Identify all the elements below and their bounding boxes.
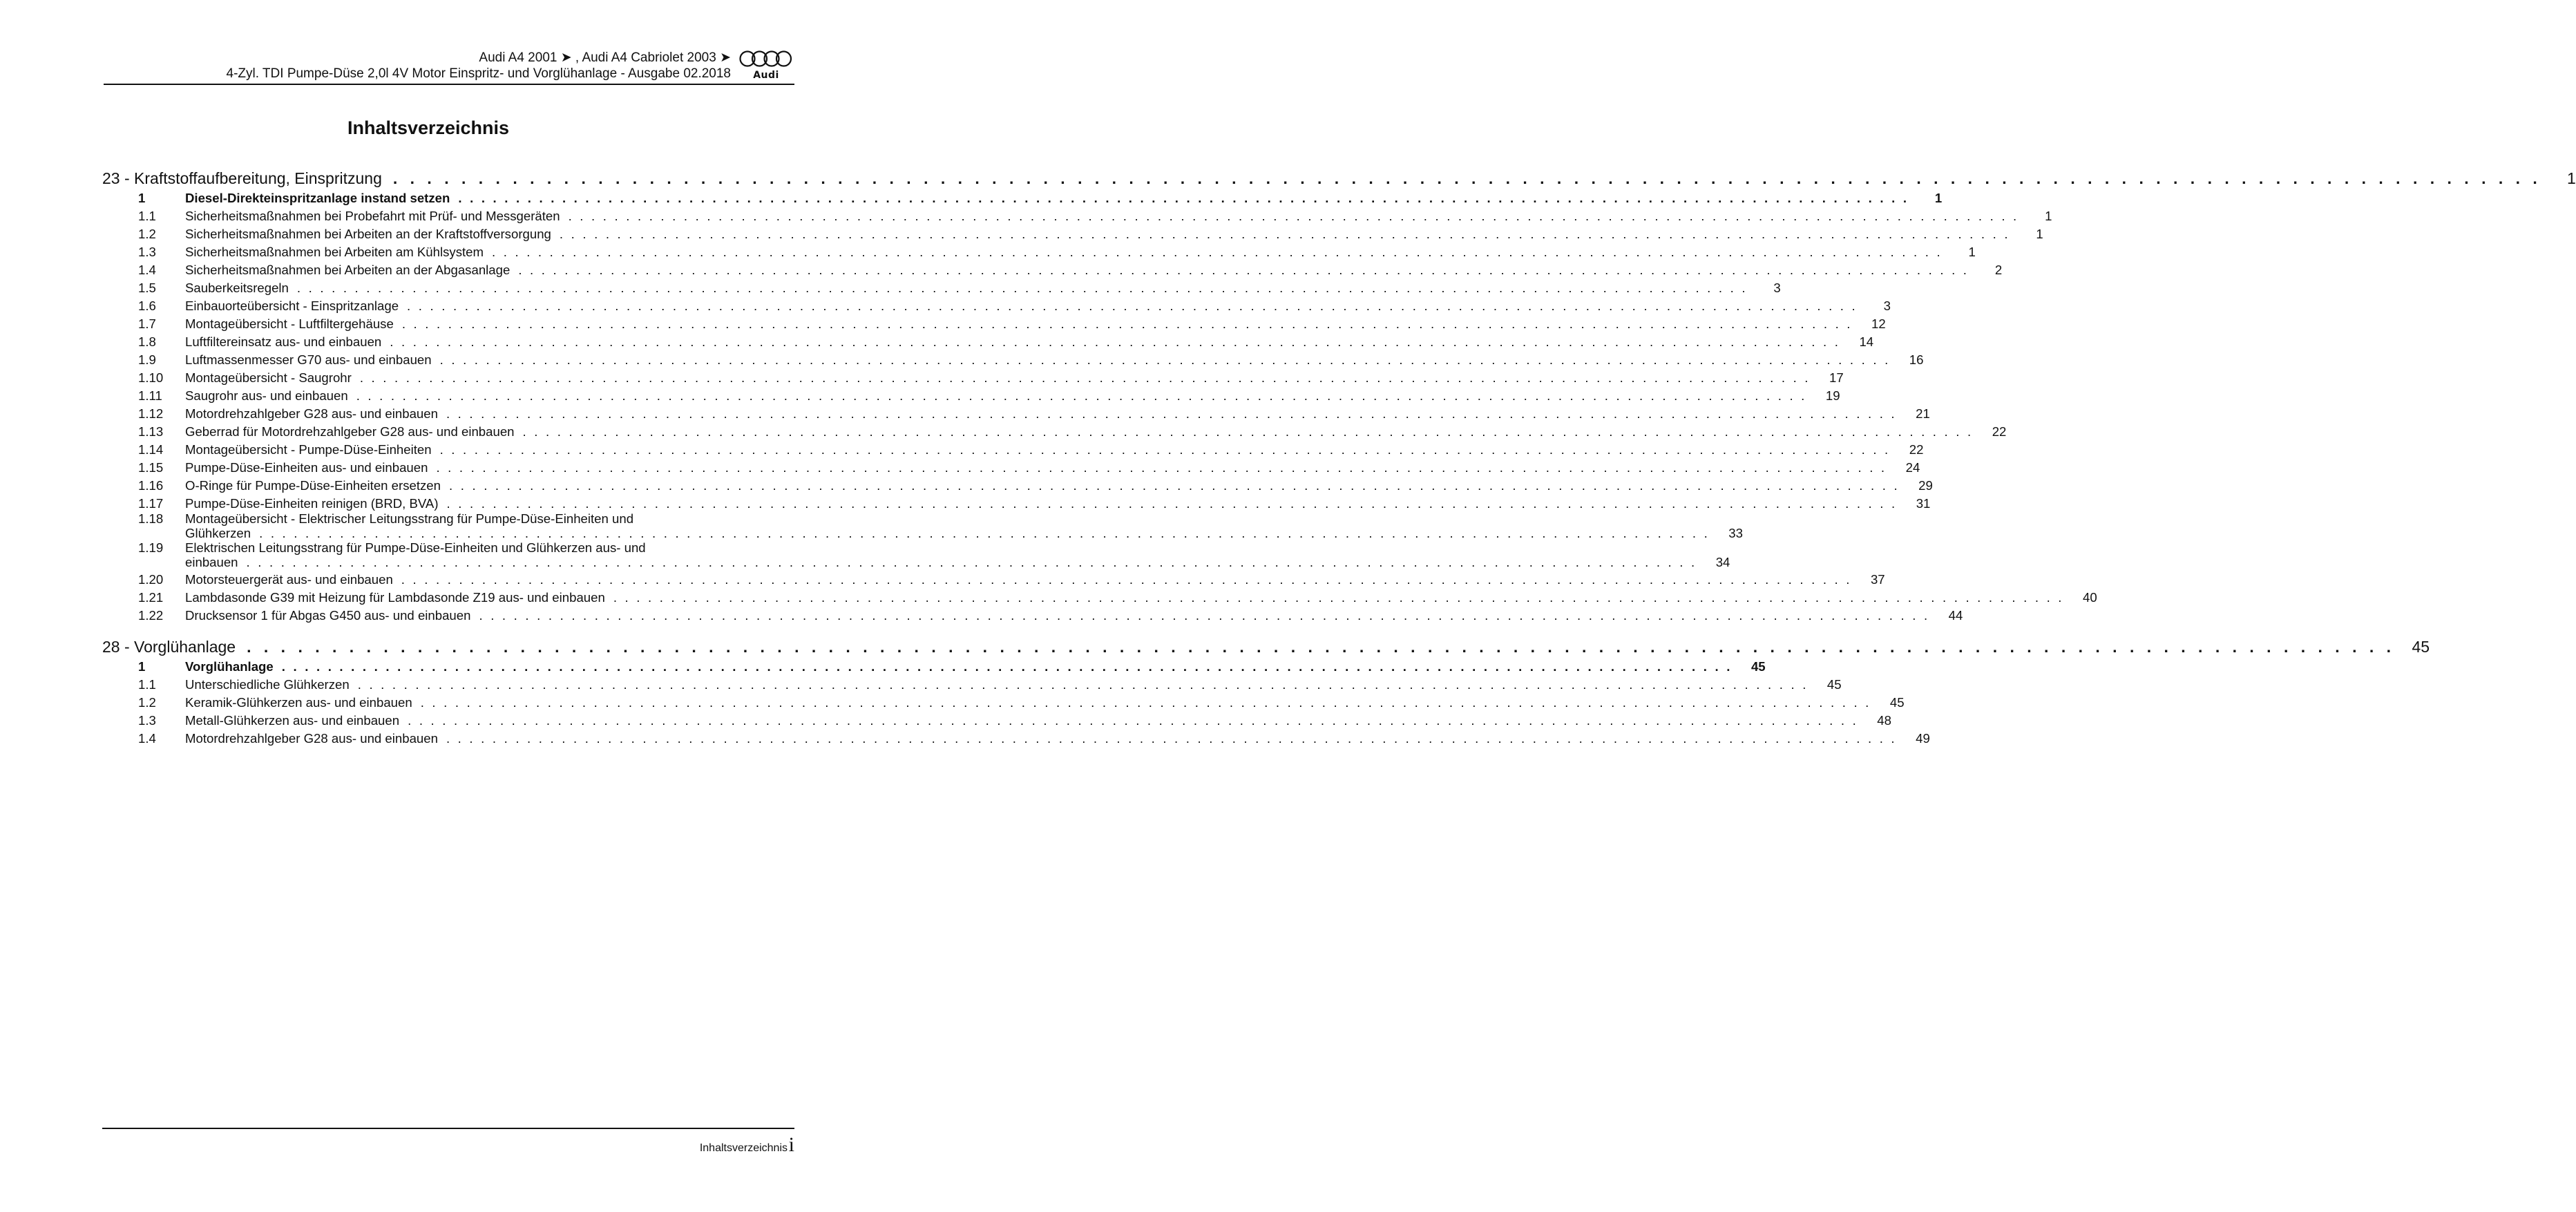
section-number: 1.15 xyxy=(138,460,164,475)
dot-leader: . . . . . . . . . . . . . . . . . . . . . . . . . . . . . . . . . . . . . . . . . . . . . . . . . . . . . . . . . . . . . . . . . . . . . . . . . . . . . . . . . . . . . . . . . . . . . . . . . . . . . . . . . . . . . . . . . . . . . . . . . . . . . . xyxy=(613,590,2064,605)
section-number: 1.1 xyxy=(138,209,156,223)
section-number: 1.1 xyxy=(138,677,156,692)
section-number: 1.10 xyxy=(138,370,164,385)
dot-leader: . . . . . . . . . . . . . . . . . . . . . . . . . . . . . . . . . . . . . . . . . . . . . . . . . . . . . . . . . . . . . . . . . . . . . . . . . . . . . . . . . . . . . . . . . . . . . . . . . . . . . . . . . . . . . . . . . . . . . . . . . . . . . . xyxy=(392,169,2541,187)
section-page-number: 22 xyxy=(1992,424,2007,439)
section-page-number: 3 xyxy=(1883,299,1891,313)
toc-entry-row[interactable] xyxy=(102,422,2007,439)
section-page-number: 45 xyxy=(1889,695,1905,710)
dot-leader: . . . . . . . . . . . . . . . . . . . . . . . . . . . . . . . . . . . . . . . . . . . . . . . . . . . . . . . . . . . . . . . . . . . . . . . . . . . . . . . . . . . . . . . . . . . . . . . . . . . . . . . . . . . . . . . . . . . . . . . . . . . . . . xyxy=(408,713,1858,728)
dot-leader: . . . . . . . . . . . . . . . . . . . . . . . . . . . . . . . . . . . . . . . . . . . . . . . . . . . . . . . . . . . . . . . . . . . . . . . . . . . . . . . . . . . . . . . . . . . . . . . . . . . . . . . . . . . . . . . . . . . . . . . . . . . . . . xyxy=(436,460,1887,475)
toc-entry-row[interactable] xyxy=(102,314,1886,332)
header-vehicle-models: Audi A4 2001 ➤ , Audi A4 Cabriolet 2003 ➤ xyxy=(479,50,731,65)
section-page-number: 22 xyxy=(1909,442,1924,457)
section-title-continuation-row xyxy=(185,555,1730,569)
dot-leader: . . . . . . . . . . . . . . . . . . . . . . . . . . . . . . . . . . . . . . . . . . . . . . . . . . . . . . . . . . . . . . . . . . . . . . . . . . . . . . . . . . . . . . . . . . . . . . . . . . . . . . . . . . . . . . . . . . . . . . . . . . . . . . xyxy=(401,316,1853,331)
section-number: 1.11 xyxy=(138,388,162,403)
section-page-number: 45 xyxy=(1826,677,1842,692)
section-page-number: 19 xyxy=(1825,388,1840,403)
toc-entry-row[interactable] xyxy=(102,587,2097,605)
dot-leader: . . . . . . . . . . . . . . . . . . . . . . . . . . . . . . . . . . . . . . . . . . . . . . . . . . . . . . . . . . . . . . . . . . . . . . . . . . . . . . . . . . . . . . . . . . . . . . . . . . . . . . . . . . . . . . . . . . . . . . . . . . . . . . xyxy=(479,608,1930,623)
section-page-number: 34 xyxy=(1715,555,1730,569)
section-page-number: 24 xyxy=(1905,460,1920,475)
dot-leader: . . . . . . . . . . . . . . . . . . . . . . . . . . . . . . . . . . . . . . . . . . . . . . . . . . . . . . . . . . . . . . . . . . . . . . . . . . . . . . . . . . . . . . . . . . . . . . . . . . . . . . . . . . . . . . . . . . . . . . . . . . . . . . xyxy=(281,659,1733,674)
section-number: 1.19 xyxy=(138,540,164,555)
section-number: 1.7 xyxy=(138,316,156,331)
section-title: Motordrehzahlgeber G28 aus- und einbauen xyxy=(185,731,438,746)
section-page-number: 2 xyxy=(1994,263,2003,277)
toc-entry-row[interactable] xyxy=(102,332,1874,350)
section-page-number: 1 xyxy=(2036,227,2043,241)
toc-entry-row[interactable] xyxy=(102,386,1840,404)
section-title-continuation-row xyxy=(185,526,1743,540)
section-number: 1.6 xyxy=(138,299,156,313)
toc-entry-row[interactable] xyxy=(102,457,1920,475)
toc-chapter-row[interactable] xyxy=(102,633,2430,656)
section-number: 1 xyxy=(138,659,146,674)
section-number: 1.21 xyxy=(138,590,164,605)
section-title: Pumpe-Düse-Einheiten aus- und einbauen xyxy=(185,460,428,475)
toc-entry-row[interactable] xyxy=(102,605,1963,623)
section-title: Drucksensor 1 für Abgas G450 aus- und einbauen xyxy=(185,608,471,623)
toc-entry-row[interactable] xyxy=(102,439,1924,457)
toc-chapter xyxy=(102,164,2576,623)
section-number: 1.4 xyxy=(138,731,156,746)
section-title: Einbauorteübersicht - Einspritzanlage xyxy=(185,299,399,313)
section-number: 1.2 xyxy=(138,695,156,710)
toc-entry-row[interactable] xyxy=(102,692,1905,710)
dot-leader: . . . . . . . . . . . . . . . . . . . . . . . . . . . . . . . . . . . . . . . . . . . . . . . . . . . . . . . . . . . . . . . . . . . . . . . . . . . . . . . . . . . . . . . . . . . . . . . . . . . . . . . . . . . . . . . . . . . . . . . . . . . . . . xyxy=(401,572,1852,587)
section-page-number: 31 xyxy=(1916,496,1931,511)
section-page-number: 1 xyxy=(1968,245,1976,259)
section-title: Montageübersicht - Luftfiltergehäuse xyxy=(185,316,394,331)
section-number: 1.3 xyxy=(138,713,156,728)
section-title-wrap xyxy=(185,511,1743,540)
section-page-number: 29 xyxy=(1918,478,1933,493)
footer-label: Inhaltsverzeichnis xyxy=(699,1142,788,1154)
section-page-number: 21 xyxy=(1916,406,1930,421)
section-title-continuation: Glühkerzen xyxy=(185,526,251,540)
section-number: 1.17 xyxy=(138,496,164,511)
dot-leader: . . . . . . . . . . . . . . . . . . . . . . . . . . . . . . . . . . . . . . . . . . . . . . . . . . . . . . . . . . . . . . . . . . . . . . . . . . . . . . . . . . . . . . . . . . . . . . . . . . . . . . . . . . . . . . . . . . . . . . . . . . . . . . xyxy=(420,695,1871,710)
section-title: Diesel-Direkteinspritzanlage instand setzen xyxy=(185,191,450,205)
section-title: Metall-Glühkerzen aus- und einbauen xyxy=(185,713,400,728)
toc-entry-row[interactable] xyxy=(102,728,1930,746)
section-title: Sicherheitsmaßnahmen bei Arbeiten an der Kraftstoffversorgung xyxy=(185,227,551,241)
toc-main-section-row[interactable] xyxy=(102,656,1766,674)
section-page-number: 17 xyxy=(1829,370,1844,385)
section-number: 1 xyxy=(138,191,146,205)
section-title: Saugrohr aus- und einbauen xyxy=(185,388,348,403)
toc-entry-row[interactable] xyxy=(102,404,1930,422)
section-title: Montageübersicht - Saugrohr xyxy=(185,370,352,385)
dot-leader: . . . . . . . . . . . . . . . . . . . . . . . . . . . . . . . . . . . . . . . . . . . . . . . . . . . . . . . . . . . . . . . . . . . . . . . . . . . . . . . . . . . . . . . . . . . . . . . . . . . . . . . . . . . . . . . . . . . . . . . . . . . . . . xyxy=(407,299,1858,313)
toc-entry-row[interactable] xyxy=(102,206,2052,224)
section-title: Vorglühanlage xyxy=(185,659,274,674)
section-title: Sicherheitsmaßnahmen bei Arbeiten an der Abgasanlage xyxy=(185,263,511,277)
section-number: 1.4 xyxy=(138,263,156,277)
dot-leader: . . . . . . . . . . . . . . . . . . . . . . . . . . . . . . . . . . . . . . . . . . . . . . . . . . . . . . . . . . . . . . . . . . . . . . . . . . . . . . . . . . . . . . . . . . . . . . . . . . . . . . . . . . . . . . . . . . . . . . . . . . . . . . xyxy=(559,227,2010,241)
dot-leader: . . . . . . . . . . . . . . . . . . . . . . . . . . . . . . . . . . . . . . . . . . . . . . . . . . . . . . . . . . . . . . . . . . . . . . . . . . . . . . . . . . . . . . . . . . . . . . . . . . . . . . . . . . . . . . . . . . . . . . . . . . . . . . xyxy=(446,731,1897,746)
section-page-number: 3 xyxy=(1773,281,1781,295)
dot-leader: . . . . . . . . . . . . . . . . . . . . . . . . . . . . . . . . . . . . . . . . . . . . . . . . . . . . . . . . . . . . . . . . . . . . . . . . . . . . . . . . . . . . . . . . . . . . . . . . . . . . . . . . . . . . . . . . . . . . . . . . . . . . . . xyxy=(359,370,1811,385)
page-title: Inhaltsverzeichnis xyxy=(347,117,510,138)
section-number: 1.13 xyxy=(138,424,164,439)
dot-leader: . . . . . . . . . . . . . . . . . . . . . . . . . . . . . . . . . . . . . . . . . . . . . . . . . . . . . . . . . . . . . . . . . . . . . . . . . . . . . . . . . . . . . . . . . . . . . . . . . . . . . . . . . . . . . . . . . . . . . . . . . . . . . . xyxy=(446,406,1897,421)
dot-leader: . . . . . . . . . . . . . . . . . . . . . . . . . . . . . . . . . . . . . . . . . . . . . . . . . . . . . . . . . . . . . . . . . . . . . . . . . . . . . . . . . . . . . . . . . . . . . . . . . . . . . . . . . . . . . . . . . . . . . . . . . . . . . . xyxy=(492,245,1943,259)
section-page-number: 49 xyxy=(1916,731,1930,746)
dot-leader: . . . . . . . . . . . . . . . . . . . . . . . . . . . . . . . . . . . . . . . . . . . . . . . . . . . . . . . . . . . . . . . . . . . . . . . . . . . . . . . . . . . . . . . . . . . . . . . . . . . . . . . . . . . . . . . . . . . . . . . . . . . . . . xyxy=(357,677,1809,692)
section-page-number: 45 xyxy=(1750,659,1766,674)
section-page-number: 40 xyxy=(2082,590,2097,605)
section-page-number: 48 xyxy=(1877,713,1891,728)
dot-leader: . . . . . . . . . . . . . . . . . . . . . . . . . . . . . . . . . . . . . . . . . . . . . . . . . . . . . . . . . . . . . . . . . . . . . . . . . . . . . . . . . . . . . . . . . . . . . . . . . . . . . . . . . . . . . . . . . . . . . . . . . . . . . . xyxy=(518,263,1969,277)
section-page-number: 33 xyxy=(1728,526,1743,540)
section-title: Sicherheitsmaßnahmen bei Probefahrt mit Prüf- und Messgeräten xyxy=(185,209,560,223)
table-of-contents xyxy=(102,164,2576,756)
chapter-title: 28 - Vorglühanlage xyxy=(102,638,236,656)
toc-main-section-row[interactable] xyxy=(102,188,1943,206)
header-rule xyxy=(104,84,794,85)
section-number: 1.20 xyxy=(138,572,164,587)
section-page-number: 1 xyxy=(1934,191,1943,205)
toc-entry-row[interactable] xyxy=(102,350,1924,368)
dot-leader: . . . . . . . . . . . . . . . . . . . . . . . . . . . . . . . . . . . . . . . . . . . . . . . . . . . . . . . . . . . . . . . . . . . . . . . . . . . . . . . . . . . . . . . . . . . . . . . . . . . . . . . . . . . . . . . . . . . . . . . . . . . . . . xyxy=(259,526,1710,540)
dot-leader: . . . . . . . . . . . . . . . . . . . . . . . . . . . . . . . . . . . . . . . . . . . . . . . . . . . . . . . . . . . . . . . . . . . . . . . . . . . . . . . . . . . . . . . . . . . . . . . . . . . . . . . . . . . . . . . . . . . . . . . . . . . . . . xyxy=(296,281,1748,295)
section-title: O-Ringe für Pumpe-Düse-Einheiten ersetzen xyxy=(185,478,441,493)
chapter-page-number: 45 xyxy=(2412,638,2430,656)
toc-entry-row[interactable] xyxy=(102,278,1781,296)
section-title: Elektrischen Leitungsstrang für Pumpe-Düse-Einheiten und Glühkerzen aus- und xyxy=(185,540,646,555)
toc-chapter-row[interactable] xyxy=(102,164,2576,188)
dot-leader: . . . . . . . . . . . . . . . . . . . . . . . . . . . . . . . . . . . . . . . . . . . . . . . . . . . . . . . . . . . . . . . . . . . . . . . . . . . . . . . . . . . . . . . . . . . . . . . . . . . . . . . . . . . . . . . . . . . . . . . . . . . . . . xyxy=(449,478,1900,493)
toc-entry-row[interactable] xyxy=(102,569,1885,587)
toc-entry-row[interactable] xyxy=(102,260,2003,278)
chapter-page-number: 1 xyxy=(2567,169,2576,187)
section-page-number: 16 xyxy=(1909,352,1924,367)
section-number: 1.9 xyxy=(138,352,156,367)
section-title: Unterschiedliche Glühkerzen xyxy=(185,677,350,692)
section-title: Sicherheitsmaßnahmen bei Arbeiten am Kühlsystem xyxy=(185,245,484,259)
toc-entry-row[interactable] xyxy=(102,493,1931,511)
section-number: 1.14 xyxy=(138,442,164,457)
dot-leader: . . . . . . . . . . . . . . . . . . . . . . . . . . . . . . . . . . . . . . . . . . . . . . . . . . . . . . . . . . . . . . . . . . . . . . . . . . . . . . . . . . . . . . . . . . . . . . . . . . . . . . . . . . . . . . . . . . . . . . . . . . . . . . xyxy=(246,555,1697,569)
dot-leader: . . . . . . . . . . . . . . . . . . . . . . . . . . . . . . . . . . . . . . . . . . . . . . . . . . . . . . . . . . . . . . . . . . . . . . . . . . . . . . . . . . . . . . . . . . . . . . . . . . . . . . . . . . . . . . . . . . . . . . . . . . . . . . xyxy=(390,334,1841,349)
footer-rule xyxy=(102,1128,794,1129)
section-page-number: 12 xyxy=(1871,316,1886,331)
section-page-number: 14 xyxy=(1859,334,1874,349)
toc-entry-row[interactable] xyxy=(102,296,1891,314)
dot-leader: . . . . . . . . . . . . . . . . . . . . . . . . . . . . . . . . . . . . . . . . . . . . . . . . . . . . . . . . . . . . . . . . . . . . . . . . . . . . . . . . . . . . . . . . . . . . . . . . . . . . . . . . . . . . . . . . . . . . . . . . . . . . . . xyxy=(568,209,2019,223)
dot-leader: . . . . . . . . . . . . . . . . . . . . . . . . . . . . . . . . . . . . . . . . . . . . . . . . . . . . . . . . . . . . . . . . . . . . . . . . . . . . . . . . . . . . . . . . . . . . . . . . . . . . . . . . . . . . . . . . . . . . . . . . . . . . . . xyxy=(356,388,1807,403)
section-title: Pumpe-Düse-Einheiten reinigen (BRD, BVA) xyxy=(185,496,439,511)
section-title: Luftmassenmesser G70 aus- und einbauen xyxy=(185,352,432,367)
toc-entry-row[interactable] xyxy=(102,475,1933,493)
audi-rings-icon xyxy=(738,50,794,69)
toc-entry-row[interactable] xyxy=(102,710,1891,728)
footer-page-number: i xyxy=(788,1133,794,1156)
section-number: 1.12 xyxy=(138,406,164,421)
section-page-number: 1 xyxy=(2045,209,2052,223)
section-number: 1.3 xyxy=(138,245,156,259)
toc-entry-row[interactable] xyxy=(102,224,2043,242)
section-title: Montageübersicht - Pumpe-Düse-Einheiten xyxy=(185,442,432,457)
toc-entry-row[interactable] xyxy=(102,368,1844,386)
section-number: 1.8 xyxy=(138,334,156,349)
section-number: 1.5 xyxy=(138,281,156,295)
section-title: Motordrehzahlgeber G28 aus- und einbauen xyxy=(185,406,438,421)
dot-leader: . . . . . . . . . . . . . . . . . . . . . . . . . . . . . . . . . . . . . . . . . . . . . . . . . . . . . . . . . . . . . . . . . . . . . . . . . . . . . . . . . . . . . . . . . . . . . . . . . . . . . . . . . . . . . . . . . . . . . . . . . . . . . . xyxy=(439,352,1891,367)
toc-entry-row[interactable] xyxy=(102,674,1842,692)
section-number: 1.18 xyxy=(138,511,164,526)
section-title: Montageübersicht - Elektrischer Leitungsstrang für Pumpe-Düse-Einheiten und xyxy=(185,511,634,526)
toc-chapter xyxy=(102,633,2430,746)
toc-entry-row[interactable] xyxy=(102,511,1743,540)
section-title: Keramik-Glühkerzen aus- und einbauen xyxy=(185,695,412,710)
section-title-continuation: einbauen xyxy=(185,555,238,569)
section-title: Geberrad für Motordrehzahlgeber G28 aus- und einbauen xyxy=(185,424,515,439)
audi-logo-text: Audi xyxy=(753,70,779,81)
dot-leader: . . . . . . . . . . . . . . . . . . . . . . . . . . . . . . . . . . . . . . . . . . . . . . . . . . . . . . . . . . . . . . . . . . . . . . . . . . . . . . . . . . . . . . . . . . . . . . . . . . . . . . . . . . . . . . . . . . . . . . . . . . . . . . xyxy=(439,442,1891,457)
audi-logo xyxy=(738,50,794,83)
section-page-number: 44 xyxy=(1948,608,1963,623)
dot-leader: . . . . . . . . . . . . . . . . . . . . . . . . . . . . . . . . . . . . . . . . . . . . . . . . . . . . . . . . . . . . . . . . . . . . . . . . . . . . . . . . . . . . . . . . . . . . . . . . . . . . . . . . . . . . . . . . . . . . . . . . . . . . . . xyxy=(247,638,2396,656)
dot-leader: . . . . . . . . . . . . . . . . . . . . . . . . . . . . . . . . . . . . . . . . . . . . . . . . . . . . . . . . . . . . . . . . . . . . . . . . . . . . . . . . . . . . . . . . . . . . . . . . . . . . . . . . . . . . . . . . . . . . . . . . . . . . . . xyxy=(458,191,1909,205)
section-title: Lambdasonde G39 mit Heizung für Lambdasonde Z19 aus- und einbauen xyxy=(185,590,605,605)
dot-leader: . . . . . . . . . . . . . . . . . . . . . . . . . . . . . . . . . . . . . . . . . . . . . . . . . . . . . . . . . . . . . . . . . . . . . . . . . . . . . . . . . . . . . . . . . . . . . . . . . . . . . . . . . . . . . . . . . . . . . . . . . . . . . . xyxy=(522,424,1974,439)
section-title-wrap xyxy=(185,540,1730,569)
dot-leader: . . . . . . . . . . . . . . . . . . . . . . . . . . . . . . . . . . . . . . . . . . . . . . . . . . . . . . . . . . . . . . . . . . . . . . . . . . . . . . . . . . . . . . . . . . . . . . . . . . . . . . . . . . . . . . . . . . . . . . . . . . . . . . xyxy=(446,496,1898,511)
section-number: 1.22 xyxy=(138,608,164,623)
section-number: 1.2 xyxy=(138,227,156,241)
toc-entry-row[interactable] xyxy=(102,540,1730,569)
section-page-number: 37 xyxy=(1870,572,1885,587)
section-title: Motorsteuergerät aus- und einbauen xyxy=(185,572,393,587)
section-number: 1.16 xyxy=(138,478,164,493)
header-manual-subtitle: 4-Zyl. TDI Pumpe-Düse 2,0l 4V Motor Einspritz- und Vorglühanlage - Ausgabe 02.2018 xyxy=(226,66,731,81)
chapter-title: 23 - Kraftstoffaufbereitung, Einspritzung xyxy=(102,169,382,187)
section-title: Sauberkeitsregeln xyxy=(185,281,289,295)
toc-entry-row[interactable] xyxy=(102,242,1976,260)
section-title: Luftfiltereinsatz aus- und einbauen xyxy=(185,334,382,349)
page-header xyxy=(104,48,794,84)
